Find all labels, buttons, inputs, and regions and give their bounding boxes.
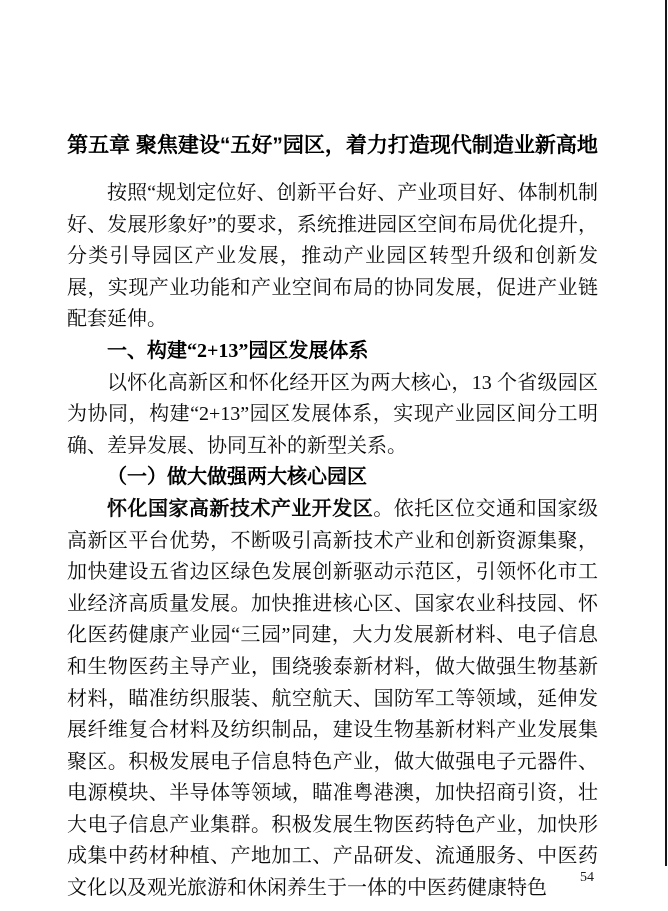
subsection-heading-1: （一）做大做强两大核心园区: [107, 466, 367, 489]
page-content: [67, 131, 598, 905]
chapter-title: 第五章 聚焦建设“五好”园区，着力打造现代制造业新高地: [67, 134, 598, 157]
paragraph-body-text: 。依托区位交通和国家级高新区平台优势，不断吸引高新技术产业和创新资源集聚，加快建设五省边区绿色发展创新驱动示范区，引领怀化市工业经济高质量发展。加快推进核心区、国家农业科技园、怀化医药健康产业园“三园”同建，大力发展新材料、电子信息和生物医药主导产业，围绕骏泰新材料，做大做强生物基新材料，瞄准纺织服装、航空航天、国防军工等领域，延伸发展纤维复合材料及纺织制品，建设生物基新材料产业发展集聚区。积极发展电子信息特色产业，做大做强电子元器件、电源模块、半导体等领域，瞄准粤港澳，加快招商引资，壮大电子信息产业集群。积极发展生物医药特色产业，加快形成集中药材种植、产地加工、产品研发、流通服务、中医药文化以及观光旅游和休闲养生于一体的中医药健康特色: [67, 497, 599, 900]
paragraph-section-1: 以怀化高新区和怀化经开区为两大核心，13 个省级园区为协同，构建“2+13”园区发展体系，实现产业园区间分工明确、差异发展、协同互补的新型关系。: [67, 371, 598, 457]
section-heading-1: 一、构建“2+13”园区发展体系: [107, 339, 369, 362]
paragraph-lead-bold: 怀化国家高新技术产业开发区: [107, 497, 374, 520]
paragraph-subsection-1: [67, 494, 598, 905]
paragraph-intro: 按照“规划定位好、创新平台好、产业项目好、体制机制好、发展形象好”的要求，系统推进园区空间布局优化提升，分类引导园区产业发展，推动产业园区转型升级和创新发展，实现产业功能和产业空间布局的协同发展，促进产业链配套延伸。: [67, 182, 598, 331]
scan-edge-line: [665, 0, 667, 866]
page-number: 54: [580, 870, 594, 885]
